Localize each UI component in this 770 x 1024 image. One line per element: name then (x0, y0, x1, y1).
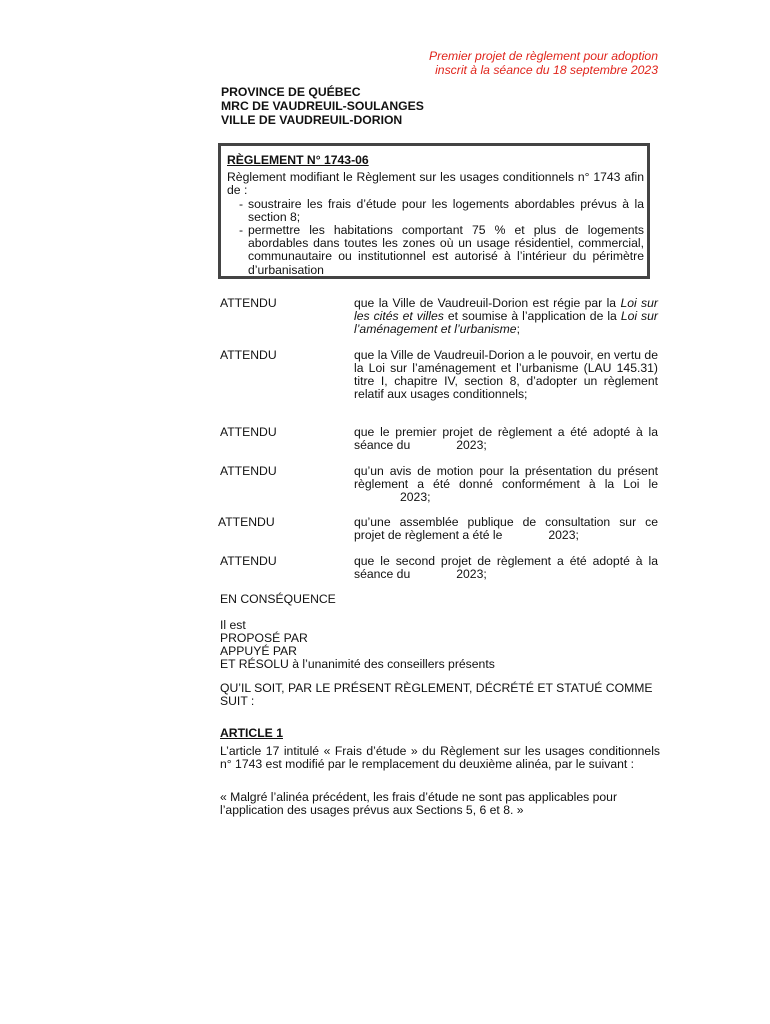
attendu-label: ATTENDU (220, 554, 277, 568)
article-1-title: ARTICLE 1 (220, 726, 283, 740)
attendu-text-part: et soumise à l’application de la (443, 309, 621, 323)
province-label: PROVINCE DE QUÉBEC (221, 85, 361, 99)
law-title-amenagement: Loi sur l’aménagement et l’urbanisme (354, 309, 658, 336)
propose-line: PROPOSÉ PAR (220, 631, 308, 645)
attendu-text (354, 516, 658, 542)
attendu-label: ATTENDU (218, 515, 275, 529)
il-est-line: Il est (220, 618, 246, 632)
item-text: permettre les habitations comportant 75 % et plus de logements abordables dans toutes les zones où un usage résidentiel, commercial, communautaire ou institutionnel est autorisé à l’intérieur du périmètre d’urbanisation (248, 223, 644, 277)
ville-label: VILLE DE VAUDREUIL-DORION (221, 113, 403, 127)
attendu-text (354, 555, 658, 581)
attendu-label: ATTENDU (220, 348, 277, 362)
reglement-box (218, 143, 650, 279)
attendu-text: que la Ville de Vaudreuil-Dorion a le pouvoir, en vertu de la Loi sur l’aménagement et l’urbanisme (LAU 145.31) titre I, chapitre IV, section 8, d’adopter un règlement relatif aux usages conditionnels; (354, 348, 658, 401)
attendu-year: 2023; (400, 490, 431, 504)
attendu-text-part: que le second projet de règlement a été adopté à la séance du (354, 554, 658, 581)
appuye-line: APPUYÉ PAR (220, 644, 297, 658)
reglement-item (227, 198, 644, 224)
attendu-text-part: qu’une assemblée publique de consultation sur ce projet de règlement a été le (354, 515, 658, 542)
reglement-description: Règlement modifiant le Règlement sur les usages conditionnels n° 1743 afin de : (227, 170, 644, 198)
attendu-label: ATTENDU (220, 425, 277, 439)
attendu-text (354, 297, 658, 336)
attendu-label: ATTENDU (220, 464, 277, 478)
item-text: soustraire les frais d’étude pour les logements abordables prévus à la section 8; (248, 196, 644, 224)
resolu-line: ET RÉSOLU à l’unanimité des conseillers présents (220, 657, 495, 671)
law-title-cites: Loi sur les cités et villes (354, 296, 658, 323)
attendu-text (354, 465, 658, 504)
attendu-text-part: que le premier projet de règlement a été adopté à la séance du (354, 425, 658, 452)
attendu-text (354, 426, 658, 452)
attendu-label: ATTENDU (220, 296, 277, 310)
mrc-label: MRC DE VAUDREUIL-SOULANGES (221, 99, 424, 113)
attendu-year: 2023; (548, 528, 579, 542)
jurisdiction-header (221, 85, 424, 127)
article-1-text: L’article 17 intitulé « Frais d’étude » du Règlement sur les usages conditionnels n° 1743 est modifié par le remplacement du deuxième alinéa, par le suivant : (220, 744, 660, 771)
adoption-notice (318, 49, 658, 77)
attendu-year: 2023; (456, 567, 487, 581)
reglement-item (227, 224, 644, 277)
item-dash: - (239, 196, 244, 211)
decree-statement: QU’IL SOIT, PAR LE PRÉSENT RÈGLEMENT, DÉCRÉTÉ ET STATUÉ COMME SUIT : (220, 681, 653, 708)
attendu-year: 2023; (456, 438, 487, 452)
article-1-replacement: « Malgré l’alinéa précédent, les frais d’étude ne sont pas applicables pour l’application des usages prévus aux Sections 5, 6 et 8. » (220, 790, 618, 817)
attendu-text-part: ; (516, 322, 520, 336)
reglement-title: RÈGLEMENT N° 1743-06 (227, 153, 369, 167)
notice-line-1: Premier projet de règlement pour adoption (429, 49, 658, 63)
resolution-block (220, 619, 660, 671)
notice-line-2: inscrit à la séance du 18 septembre 2023 (435, 63, 658, 77)
attendu-text-part: que la Ville de Vaudreuil-Dorion est régie par la (354, 296, 621, 310)
consequence-heading: EN CONSÉQUENCE (220, 592, 336, 606)
attendu-text-part: qu’un avis de motion pour la présentation du présent règlement a été donné conformément à la Loi le (354, 464, 658, 491)
item-dash: - (239, 223, 244, 238)
